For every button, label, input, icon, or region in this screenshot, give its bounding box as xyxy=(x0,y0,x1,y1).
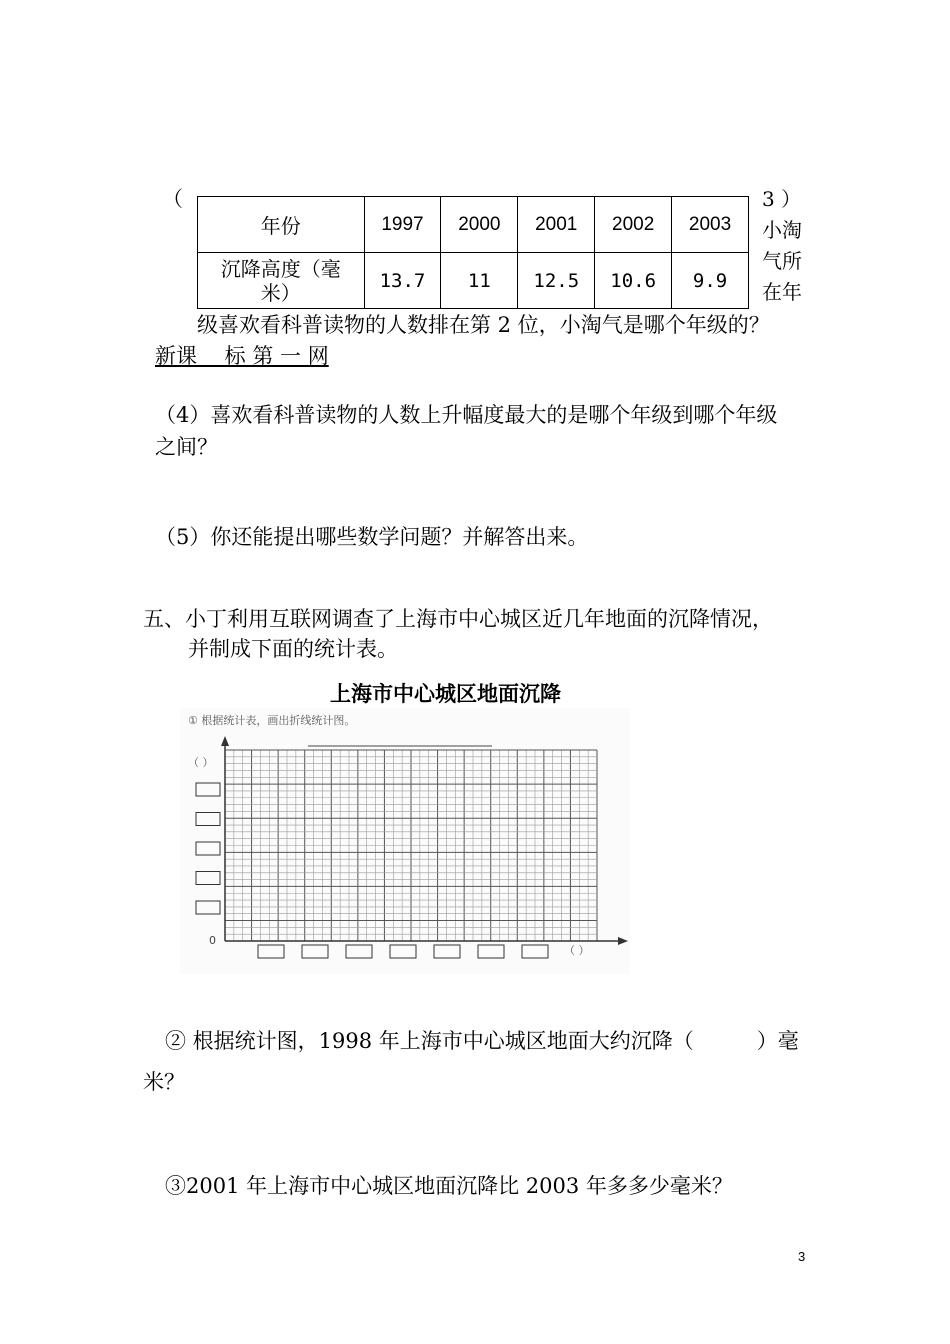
question-4-line2: 之间？ xyxy=(155,435,218,459)
row-label-line1: 沉降高度（毫 xyxy=(220,256,341,281)
header-cell-year-label: 年份 xyxy=(198,197,365,253)
header-cell: 2002 xyxy=(595,197,672,253)
header-cell: 1997 xyxy=(364,197,441,253)
chart-instruction: ① 根据统计表，画出折线统计图。 xyxy=(188,714,356,727)
header-cell: 2000 xyxy=(441,197,518,253)
value-cell: 13.7 xyxy=(364,253,441,309)
open-paren: （ xyxy=(162,187,183,211)
y-unit-placeholder: （ ） xyxy=(188,756,214,769)
x-unit-placeholder: （ ） xyxy=(564,944,590,957)
subsidence-table xyxy=(197,196,749,309)
question-3b: ③2001 年上海市中心城区地面沉降比 2003 年多多少毫米？ xyxy=(165,1174,733,1198)
header-cell: 2001 xyxy=(518,197,595,253)
value-cell: 12.5 xyxy=(518,253,595,309)
page-number: 3 xyxy=(798,1249,806,1264)
value-cell: 9.9 xyxy=(672,253,749,309)
row-label-line2: 米） xyxy=(260,280,301,305)
side-text-line3: 气所 xyxy=(762,249,802,273)
question-5: （5）你还能提出哪些数学问题？并解答出来。 xyxy=(155,525,589,549)
watermark-link[interactable]: 新课 标 第 一 网 xyxy=(155,344,329,368)
blank-line-chart xyxy=(180,708,630,974)
side-text-line2: 小淘 xyxy=(762,218,802,242)
table-row xyxy=(198,253,749,309)
origin-label: 0 xyxy=(209,934,216,947)
section-5-line1: 五、小丁利用互联网调查了上海市中心城区近几年地面的沉降情况， xyxy=(143,607,773,631)
value-cell: 11 xyxy=(441,253,518,309)
question-4-line1: （4）喜欢看科普读物的人数上升幅度最大的是哪个年级到哪个年级 xyxy=(155,403,778,427)
question-2b-line2: 米？ xyxy=(143,1070,185,1094)
question-2b-line1: ② 根据统计图，1998 年上海市中心城区地面大约沉降（ ）毫 xyxy=(165,1029,799,1053)
row-label-cell xyxy=(198,253,365,309)
side-text-line4: 在年 xyxy=(762,280,802,304)
section-5-line2: 并制成下面的统计表。 xyxy=(188,637,398,661)
header-cell: 2003 xyxy=(672,197,749,253)
question-3-text: 级喜欢看科普读物的人数排在第 2 位，小淘气是哪个年级的？ xyxy=(197,313,770,337)
value-cell: 10.6 xyxy=(595,253,672,309)
table-header-row xyxy=(198,197,749,253)
side-text-line1: 3 ） xyxy=(762,187,802,211)
chart-title: 上海市中心城区地面沉降 xyxy=(330,682,561,706)
